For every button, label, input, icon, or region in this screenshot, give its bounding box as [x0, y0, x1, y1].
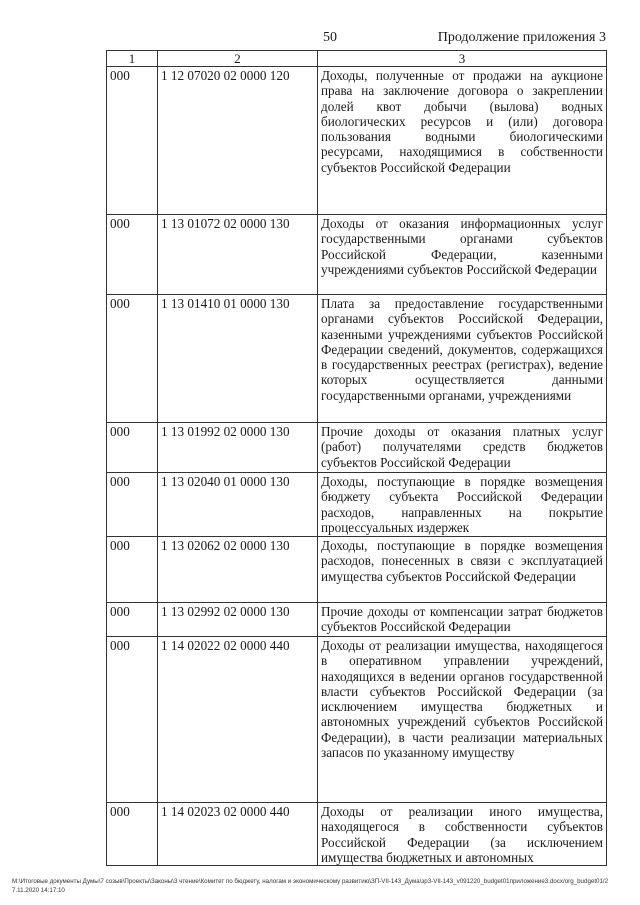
appendix-table	[106, 50, 607, 866]
classification-code-cell: 1 12 07020 02 0000 120	[158, 67, 318, 215]
classification-code-cell: 1 14 02023 02 0000 440	[158, 803, 318, 866]
classification-code-cell: 1 13 01992 02 0000 130	[158, 423, 318, 473]
admin-code-cell: 000	[107, 423, 158, 473]
table-row	[107, 67, 607, 215]
description-cell: Доходы, поступающие в порядке возмещения расходов, понесенных в связи с эксплуатацией имущества субъектов Российской Федерации	[318, 537, 607, 603]
table-row	[107, 803, 607, 866]
classification-code-cell: 1 13 01410 01 0000 130	[158, 295, 318, 423]
admin-code-cell: 000	[107, 215, 158, 295]
table-row	[107, 603, 607, 637]
admin-code-cell: 000	[107, 295, 158, 423]
column-header-2: 2	[158, 51, 318, 67]
classification-code-cell: 1 14 02022 02 0000 440	[158, 637, 318, 803]
description-cell: Доходы от оказания информационных услуг государственными органами субъектов Российской Федерации, казенными учреждениями субъектов Российской Федерации	[318, 215, 607, 295]
column-header-1: 1	[107, 51, 158, 67]
table-row	[107, 637, 607, 803]
admin-code-cell: 000	[107, 537, 158, 603]
page-number: 50	[323, 30, 337, 45]
description-cell: Прочие доходы от оказания платных услуг (работ) получателями средств бюджетов субъектов Российской Федерации	[318, 423, 607, 473]
description-cell: Доходы от реализации иного имущества, находящегося в собственности субъектов Российской Федерации (за исключением имущества бюджетных и автономных	[318, 803, 607, 866]
table-header-row	[107, 51, 607, 67]
table-row	[107, 537, 607, 603]
description-cell: Доходы, поступающие в порядке возмещения бюджету субъекта Российской Федерации расходов, направленных на покрытие процессуальных издержек	[318, 473, 607, 537]
table-row	[107, 423, 607, 473]
description-cell: Доходы от реализации имущества, находящегося в оперативном управлении учреждений, находящихся в ведении органов государственной власти субъектов Российской Федерации (за исключением имущества бюджетных и автономных учреждений субъектов Российской Федерации), в части реализации материальных запасов по указанному имуществу	[318, 637, 607, 803]
table-row	[107, 215, 607, 295]
admin-code-cell: 000	[107, 637, 158, 803]
admin-code-cell: 000	[107, 473, 158, 537]
classification-code-cell: 1 13 02040 01 0000 130	[158, 473, 318, 537]
classification-code-cell: 1 13 01072 02 0000 130	[158, 215, 318, 295]
description-cell: Прочие доходы от компенсации затрат бюджетов субъектов Российской Федерации	[318, 603, 607, 637]
description-cell: Плата за предоставление государственными органами субъектов Российской Федерации, казенными учреждениями субъектов Российской Федерации сведений, документов, содержащихся в государственных реестрах (регистрах), ведение которых осуществляется данными государственными органами, учреждениями	[318, 295, 607, 423]
column-header-3: 3	[318, 51, 607, 67]
table-row	[107, 295, 607, 423]
file-path-footer: M:\Итоговые документы Думы\7 созыв\Проекты\Законы\3 чтение\Комитет по бюджету, налогам и экономическому развитию\ЗП-VII-143_Дума\зр3-VII-143_v091220_budget01приложение3.docx/org_budget01/27.11.2020 14:17:10	[12, 878, 609, 894]
admin-code-cell: 000	[107, 603, 158, 637]
description-cell: Доходы, полученные от продажи на аукционе права на заключение договора о закреплении долей квот добычи (вылова) водных биологических ресурсов и (или) договора пользования водными биологическими ресурсами, находящимися в собственности субъектов Российской Федерации	[318, 67, 607, 215]
table-row	[107, 473, 607, 537]
appendix-title: Продолжение приложения 3	[437, 30, 606, 45]
admin-code-cell: 000	[107, 803, 158, 866]
classification-code-cell: 1 13 02992 02 0000 130	[158, 603, 318, 637]
classification-code-cell: 1 13 02062 02 0000 130	[158, 537, 318, 603]
admin-code-cell: 000	[107, 67, 158, 215]
